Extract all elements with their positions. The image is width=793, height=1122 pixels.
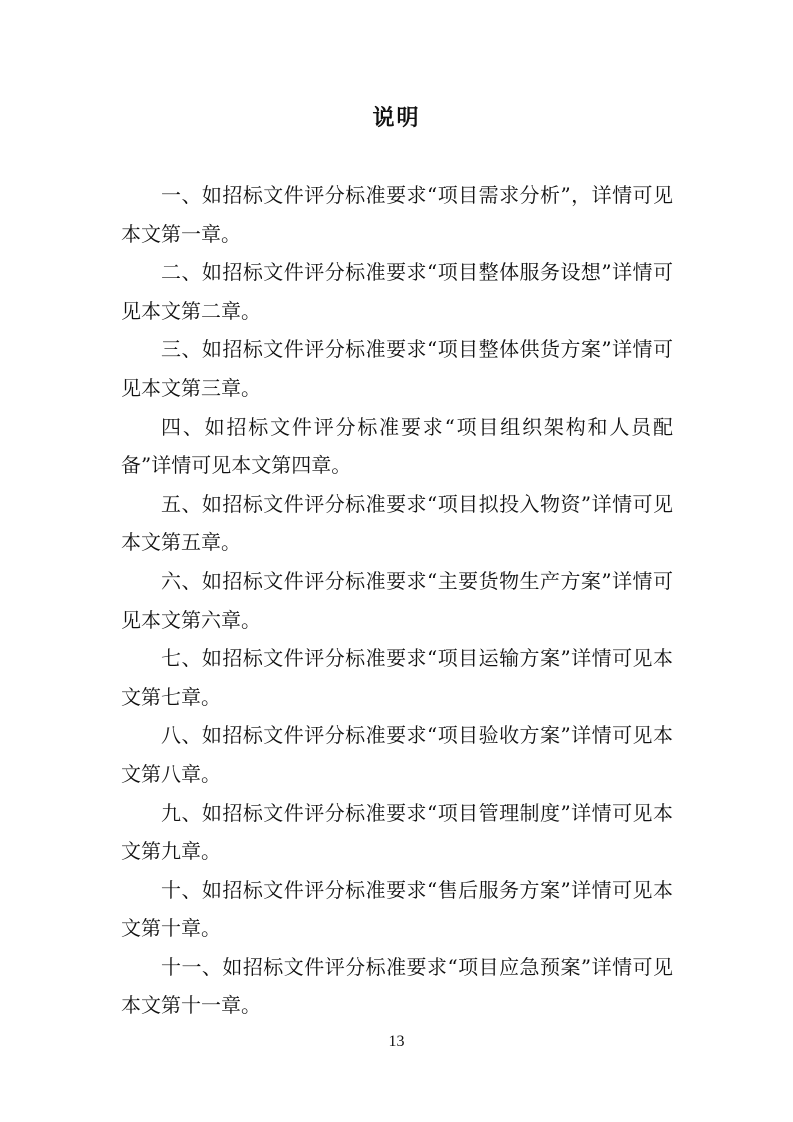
paragraph-2: 二、如招标文件评分标准要求“项目整体服务设想”详情可见本文第二章。 <box>121 260 673 323</box>
paragraph-5: 五、如招标文件评分标准要求“项目拟投入物资”详情可见本文第五章。 <box>121 491 673 555</box>
document-body <box>121 176 673 1025</box>
paragraph-1: 一、如招标文件评分标准要求“项目需求分析”，详情可见本文第一章。 <box>121 183 673 246</box>
paragraph-3: 三、如招标文件评分标准要求“项目整体供货方案”详情可见本文第三章。 <box>121 337 673 400</box>
page-number: 13 <box>388 1033 405 1050</box>
paragraph-7: 七、如招标文件评分标准要求“项目运输方案”详情可见本文第七章。 <box>121 646 673 709</box>
paragraph-9: 九、如招标文件评分标准要求“项目管理制度”详情可见本文第九章。 <box>121 800 673 864</box>
paragraph-8: 八、如招标文件评分标准要求“项目验收方案”详情可见本文第八章。 <box>121 723 673 786</box>
page-title: 说明 <box>372 105 421 131</box>
paragraph-11: 十一、如招标文件评分标准要求“项目应急预案”详情可见本文第十一章。 <box>121 954 673 1018</box>
paragraph-10: 十、如招标文件评分标准要求“售后服务方案”详情可见本文第十章。 <box>121 877 673 941</box>
paragraph-4: 四、如招标文件评分标准要求“项目组织架构和人员配备”详情可见本文第四章。 <box>121 414 673 478</box>
paragraph-6: 六、如招标文件评分标准要求“主要货物生产方案”详情可见本文第六章。 <box>121 568 673 632</box>
